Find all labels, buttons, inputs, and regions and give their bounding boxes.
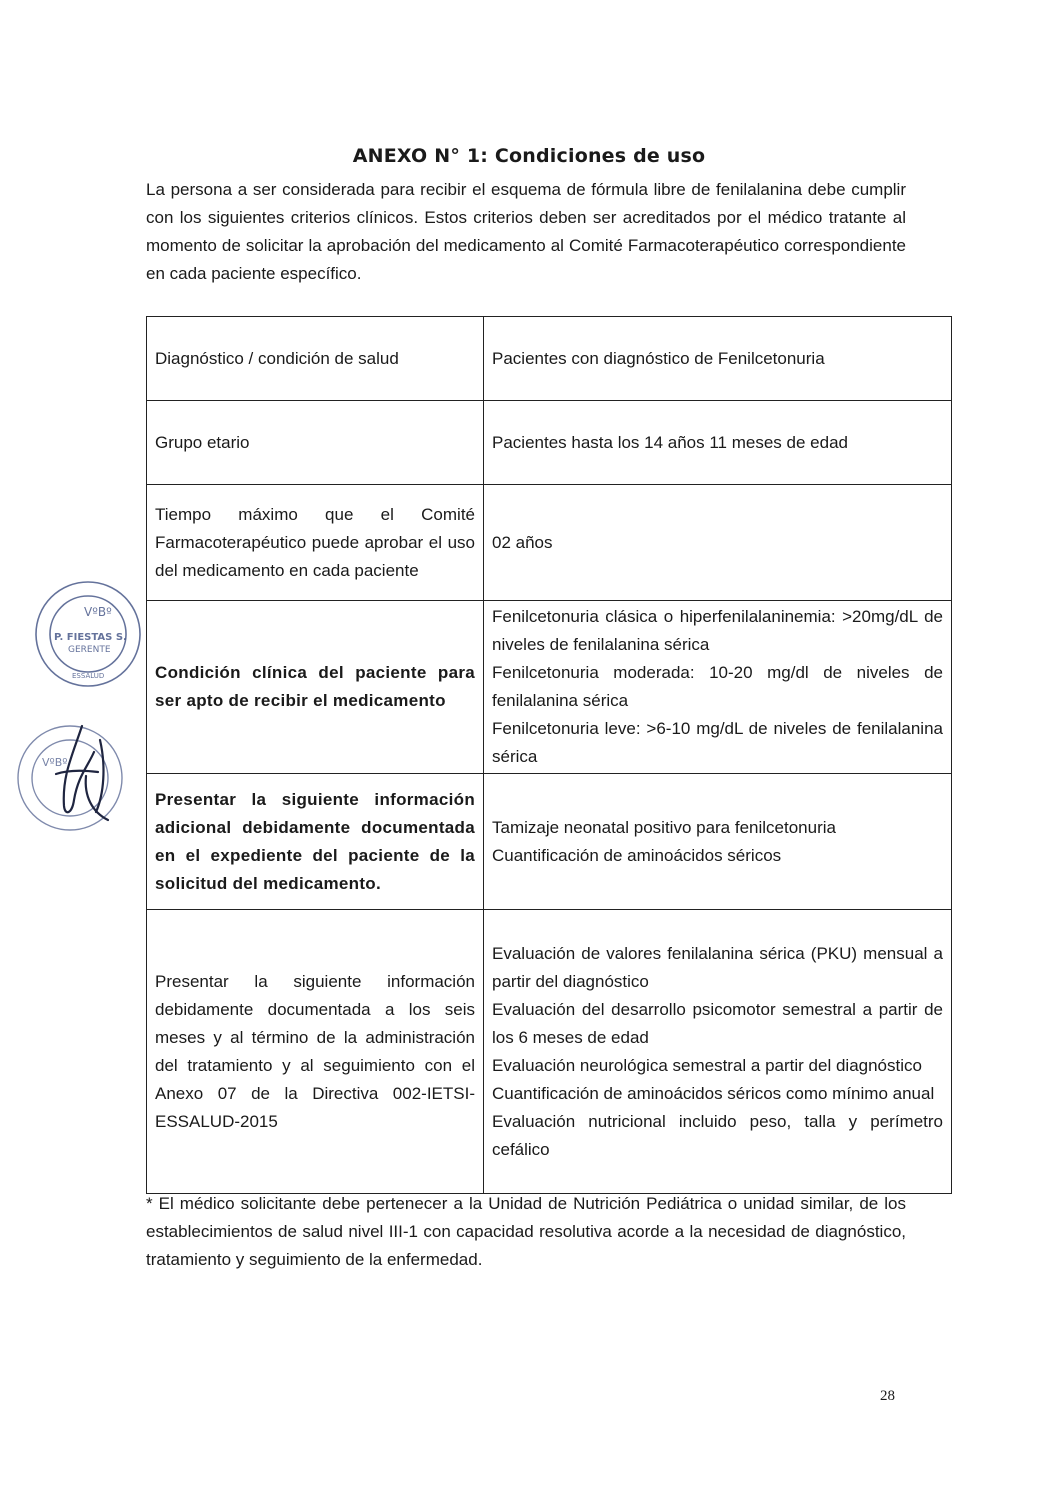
table-row [147, 601, 952, 774]
seal-vb-text: VºBº [42, 756, 68, 769]
table-row [147, 401, 952, 485]
row-value: Pacientes hasta los 14 años 11 meses de edad [484, 401, 952, 485]
row-value: Fenilcetonuria clásica o hiperfenilalaninemia: >20mg/dL de niveles de fenilalanina sérica Fenilcetonuria moderada: 10-20 mg/dl de niveles de fenilalanina sérica Fenilcetonuria leve: >6-10 mg/dL de niveles de fenilalanina sérica [484, 601, 952, 774]
footnote: * El médico solicitante debe pertenecer a la Unidad de Nutrición Pediátrica o unidad similar, de los establecimientos de salud nivel III-1 con capacidad resolutiva acorde a la necesidad de diagnóstico, tratamiento y seguimiento de la enfermedad. [146, 1194, 906, 1269]
table-row [147, 774, 952, 910]
criteria-table [146, 316, 952, 1194]
row-value: Pacientes con diagnóstico de Fenilcetonuria [484, 317, 952, 401]
row-label: Presentar la siguiente información adicional debidamente documentada en el expediente del paciente de la solicitud del medicamento. [147, 774, 484, 910]
seal-org-text: ESSALUD [72, 672, 105, 680]
row-label: Condición clínica del paciente para ser apto de recibir el medicamento [147, 601, 484, 774]
row-label: Diagnóstico / condición de salud [147, 317, 484, 401]
seal-name-text: P. FIESTAS S. [54, 632, 127, 643]
row-value: 02 años [484, 485, 952, 601]
table-row [147, 910, 952, 1194]
row-label: Presentar la siguiente información debidamente documentada a los seis meses y al término de la administración del tratamiento y al seguimiento con el Anexo 07 de la Directiva 002-IETSI-ESSALUD-2015 [147, 910, 484, 1194]
intro-paragraph: La persona a ser considerada para recibir el esquema de fórmula libre de fenilalanina debe cumplir con los siguientes criterios clínicos. Estos criterios deben ser acreditados por el médico tratante al momento de solicitar la aprobación del medicamento al Comité Farmacoterapéutico correspondiente en cada paciente específico. [146, 180, 906, 283]
row-value: Tamizaje neonatal positivo para fenilcetonuria Cuantificación de aminoácidos séricos [484, 774, 952, 910]
table-row [147, 317, 952, 401]
signature-seal-stamp [12, 716, 132, 842]
row-value: Evaluación de valores fenilalanina sérica (PKU) mensual a partir del diagnóstico Evaluación del desarrollo psicomotor semestral a partir de los 6 meses de edad Evaluación neurológica semestral a partir del diagnóstico Cuantificación de aminoácidos séricos como mínimo anual Evaluación nutricional incluido peso, talla y perímetro cefálico [484, 910, 952, 1194]
row-label: Grupo etario [147, 401, 484, 485]
row-label: Tiempo máximo que el Comité Farmacoterapéutico puede aprobar el uso del medicamento en cada paciente [147, 485, 484, 601]
official-seal-stamp [28, 578, 148, 690]
seal-vb-text: VºBº [84, 605, 112, 619]
seal-role-text: GERENTE [68, 645, 111, 655]
page-title: ANEXO N° 1: Condiciones de uso [352, 145, 706, 167]
table-row [147, 485, 952, 601]
page-number: 28 [880, 1388, 895, 1404]
